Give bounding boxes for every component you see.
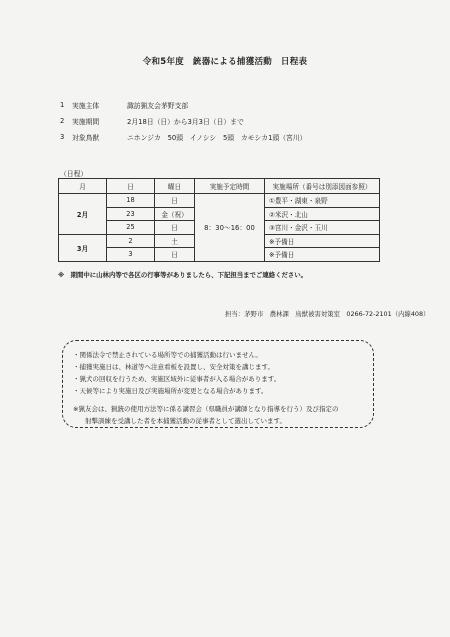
info-value: 諏訪猟友会茅野支部	[127, 102, 189, 110]
info-number: 1	[60, 101, 65, 109]
header-place: 実施場所（番号は別添図面参照）	[265, 179, 380, 194]
cell-weekday: 日	[155, 194, 195, 208]
contact-info: 担当：茅野市 農林課 鳥獣被害対策室 0266-72-2101（内線408）	[225, 310, 430, 318]
cell-day: 18	[107, 194, 155, 208]
document-title: 令和5年度 銃器による捕獲活動 日程表	[142, 57, 308, 67]
notice-item: ・捕獲実施日は、林道等へ注意看板を設置し、安全対策を講じます。	[73, 363, 274, 371]
header-weekday: 曜日	[155, 179, 195, 194]
notice-footnote: ※猟友会は、猟銃の使用方法等に係る講習会（県職員が講師となり指導を行う）及び指定の	[73, 405, 339, 413]
cell-weekday: 日	[155, 221, 195, 235]
cell-weekday: 日	[155, 248, 195, 262]
cell-month: 3月	[59, 234, 107, 261]
contact-note: ※ 期間中に山林内等で各区の行事等がありましたら、下記担当までご連絡ください。	[58, 271, 308, 279]
cell-time: 8：30～16：00	[195, 194, 265, 262]
info-row-target	[60, 129, 306, 145]
cell-weekday: 土	[155, 234, 195, 248]
cell-place: ※予備日	[265, 248, 380, 262]
cell-day: 2	[107, 234, 155, 248]
schedule-label: （日程）	[60, 170, 88, 178]
info-row-period	[60, 113, 306, 129]
notice-item: ・天候等により実施日及び実施場所が変更となる場合があります。	[73, 387, 268, 395]
notice-item: ・猟犬の回収を行うため、実施区域外に従事者が入る場合があります。	[73, 375, 281, 383]
cell-month: 2月	[59, 194, 107, 235]
info-list	[60, 97, 306, 145]
notice-box	[62, 340, 374, 428]
cell-place: ②米沢・北山	[265, 207, 380, 221]
info-label: 対象鳥獣	[72, 134, 100, 142]
info-number: 2	[60, 117, 65, 125]
table-header-row	[59, 179, 380, 194]
cell-place: ③宮川・金沢・玉川	[265, 221, 380, 235]
header-day: 日	[107, 179, 155, 194]
header-month: 月	[59, 179, 107, 194]
cell-place: ①豊平・湖東・泉野	[265, 194, 380, 208]
info-value: ニホンジカ 50頭 イノシシ 5頭 カモシカ1頭（宮川）	[127, 134, 307, 142]
cell-day: 3	[107, 248, 155, 262]
info-label: 実施期間	[72, 118, 100, 126]
cell-day: 23	[107, 207, 155, 221]
schedule-table	[58, 178, 380, 262]
cell-weekday: 金（祝）	[155, 207, 195, 221]
notice-footnote-continued: 射撃訓練を受講した者を本捕獲活動の従事者として選出しています。	[85, 417, 286, 425]
table-row	[59, 194, 380, 208]
cell-place: ※予備日	[265, 234, 380, 248]
cell-day: 25	[107, 221, 155, 235]
info-value: 2月18日（日）から3月3日（日）まで	[127, 118, 244, 126]
header-time: 実施予定時間	[195, 179, 265, 194]
info-label: 実施主体	[72, 102, 100, 110]
notice-item: ・関係法令で禁止されている場所等での捕獲活動は行いません。	[73, 351, 262, 359]
info-row-organizer	[60, 97, 306, 113]
info-number: 3	[60, 133, 65, 141]
